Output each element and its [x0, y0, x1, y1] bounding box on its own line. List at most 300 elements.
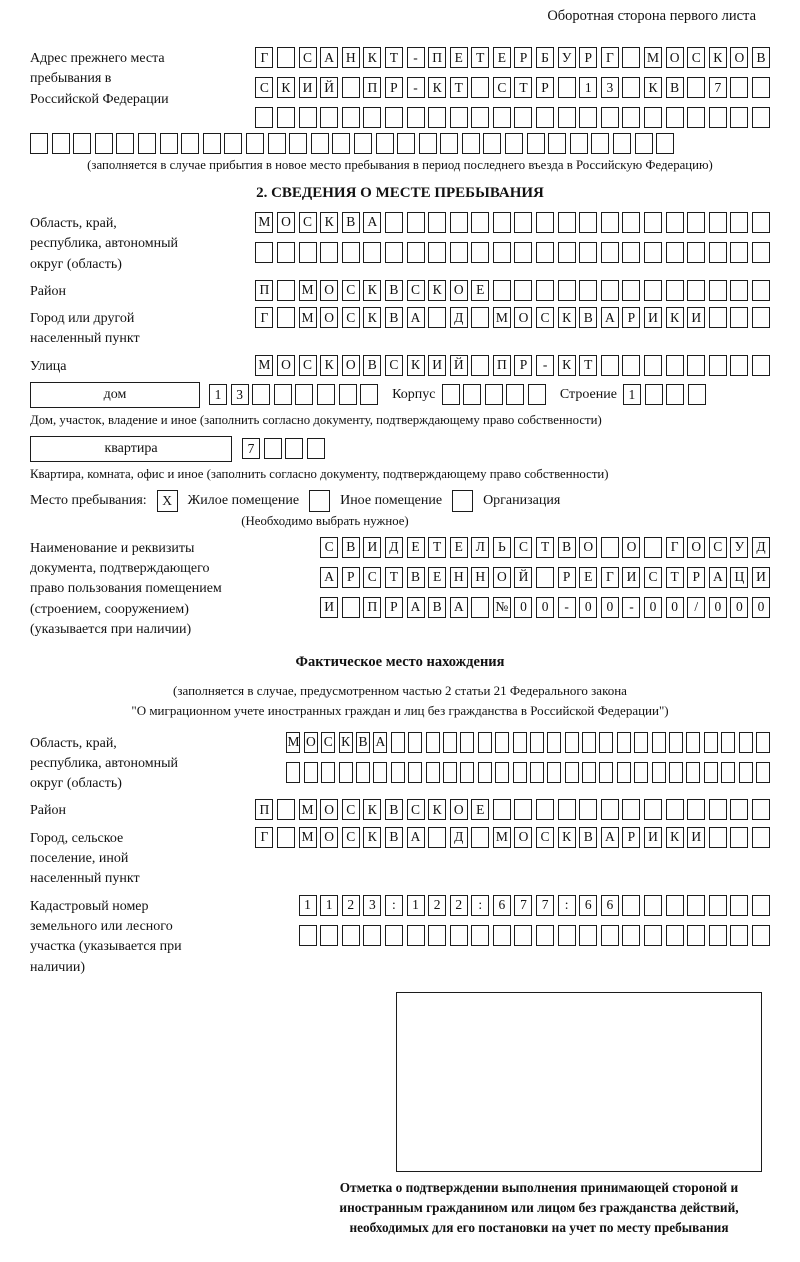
char-cell [277, 280, 295, 301]
char-cell: М [255, 212, 273, 233]
actual-region-row-2 [182, 762, 770, 783]
char-cell [274, 384, 292, 405]
char-cell: С [385, 355, 403, 376]
char-cell [320, 107, 338, 128]
char-cell: В [342, 537, 360, 558]
char-cell [160, 133, 178, 154]
stay-type-row [30, 490, 770, 512]
char-cell [709, 355, 727, 376]
char-cell: 1 [579, 77, 597, 98]
char-cell: А [407, 827, 425, 848]
char-cell [385, 107, 403, 128]
char-cell [644, 537, 662, 558]
char-cell: В [356, 732, 370, 753]
char-cell: К [363, 280, 381, 301]
char-cell [391, 732, 405, 753]
char-cell [687, 799, 705, 820]
char-cell [617, 732, 631, 753]
char-cell [687, 212, 705, 233]
char-cell [752, 355, 770, 376]
region-cell-rows [182, 212, 770, 263]
char-cell: А [407, 307, 425, 328]
char-cell: - [407, 77, 425, 98]
char-cell: М [299, 307, 317, 328]
prev-address-cell-rows [182, 47, 770, 128]
char-cell [471, 242, 489, 263]
char-cell [471, 107, 489, 128]
char-cell: А [320, 47, 338, 68]
char-cell: С [493, 77, 511, 98]
char-cell [730, 827, 748, 848]
char-cell [688, 384, 706, 405]
char-cell [363, 107, 381, 128]
char-cell: 2 [450, 895, 468, 916]
char-cell: К [558, 827, 576, 848]
char-cell [558, 280, 576, 301]
char-cell: 7 [536, 895, 554, 916]
char-cell [613, 133, 631, 154]
char-cell [730, 799, 748, 820]
char-cell [471, 597, 489, 618]
char-cell [558, 799, 576, 820]
char-cell: 3 [601, 77, 619, 98]
char-cell [493, 107, 511, 128]
char-cell [391, 762, 405, 783]
char-cell [558, 77, 576, 98]
prev-address-caption: (заполняется в случае прибытия в новое место пребывания в период последнего въезда в Российскую Федерацию) [87, 158, 713, 172]
region-row-1 [182, 212, 770, 233]
char-cell [644, 107, 662, 128]
char-cell: Д [450, 307, 468, 328]
char-cell [428, 307, 446, 328]
apartment-block [30, 436, 770, 462]
char-cell [203, 133, 221, 154]
char-cell [601, 280, 619, 301]
char-cell: К [428, 799, 446, 820]
char-cell: М [255, 355, 273, 376]
char-cell [407, 242, 425, 263]
char-cell [514, 925, 532, 946]
char-cell [599, 762, 613, 783]
char-cell [686, 732, 700, 753]
char-cell: В [363, 355, 381, 376]
char-cell [565, 732, 579, 753]
char-cell [622, 280, 640, 301]
char-cell [644, 212, 662, 233]
char-cell: 2 [342, 895, 360, 916]
actual-location-title: Фактическое место нахождения [295, 654, 505, 671]
char-cell [536, 242, 554, 263]
char-cell [442, 384, 460, 405]
char-cell: В [579, 307, 597, 328]
char-cell [644, 895, 662, 916]
char-cell: А [601, 827, 619, 848]
char-cell [579, 280, 597, 301]
char-cell [299, 107, 317, 128]
char-cell [752, 212, 770, 233]
char-cell [599, 732, 613, 753]
char-cell: А [320, 567, 338, 588]
char-cell [478, 732, 492, 753]
char-cell [332, 133, 350, 154]
char-cell [558, 212, 576, 233]
char-cell [277, 799, 295, 820]
char-cell [666, 355, 684, 376]
char-cell: 0 [579, 597, 597, 618]
char-cell: П [363, 77, 381, 98]
char-cell: Й [320, 77, 338, 98]
char-cell: 3 [231, 384, 249, 405]
char-cell [752, 242, 770, 263]
region-row-2 [182, 242, 770, 263]
char-cell: Ц [730, 567, 748, 588]
document-row-2 [230, 567, 770, 588]
char-cell: А [407, 597, 425, 618]
char-cell [513, 762, 527, 783]
char-cell: О [320, 827, 338, 848]
char-cell [363, 242, 381, 263]
char-cell [428, 242, 446, 263]
char-cell: О [304, 732, 318, 753]
char-cell: В [385, 799, 403, 820]
char-cell: С [320, 537, 338, 558]
char-cell: Б [536, 47, 554, 68]
char-cell: С [299, 355, 317, 376]
char-cell: В [407, 567, 425, 588]
char-cell [289, 133, 307, 154]
char-cell [730, 307, 748, 328]
char-cell: 0 [709, 597, 727, 618]
char-cell: М [644, 47, 662, 68]
char-cell [493, 242, 511, 263]
char-cell: П [255, 799, 273, 820]
cadastre-row-1 [182, 895, 770, 916]
char-cell [644, 925, 662, 946]
char-cell [756, 762, 770, 783]
char-cell [342, 597, 360, 618]
char-cell: К [558, 307, 576, 328]
actual-district-row [182, 799, 770, 820]
char-cell: - [558, 597, 576, 618]
char-cell: Р [687, 567, 705, 588]
char-cell: И [687, 827, 705, 848]
char-cell: Е [579, 567, 597, 588]
char-cell: Л [471, 537, 489, 558]
char-cell: С [299, 47, 317, 68]
house-box-label: дом [30, 382, 200, 408]
char-cell [666, 384, 684, 405]
char-cell [752, 895, 770, 916]
char-cell [295, 384, 313, 405]
char-cell [652, 762, 666, 783]
prev-address-row-1 [182, 47, 770, 68]
char-cell: 0 [730, 597, 748, 618]
char-cell [579, 212, 597, 233]
char-cell [268, 133, 286, 154]
apartment-cells [242, 438, 325, 459]
char-cell: О [687, 537, 705, 558]
char-cell [709, 107, 727, 128]
actual-region-cell-rows [182, 732, 770, 783]
char-cell: Т [536, 537, 554, 558]
document-row-3 [230, 597, 770, 618]
char-cell: А [373, 732, 387, 753]
char-cell: А [363, 212, 381, 233]
char-cell [558, 925, 576, 946]
char-cell: Р [385, 597, 403, 618]
char-cell [514, 799, 532, 820]
char-cell [407, 212, 425, 233]
char-cell [634, 732, 648, 753]
char-cell [255, 242, 273, 263]
char-cell [317, 384, 335, 405]
char-cell [246, 133, 264, 154]
prev-address-row-3 [182, 107, 770, 128]
char-cell [752, 107, 770, 128]
actual-region-row-1 [182, 732, 770, 753]
char-cell: 1 [407, 895, 425, 916]
char-cell: О [277, 212, 295, 233]
char-cell: С [321, 732, 335, 753]
char-cell: 1 [623, 384, 641, 405]
char-cell [709, 827, 727, 848]
char-cell [579, 107, 597, 128]
char-cell: Д [385, 537, 403, 558]
char-cell: 0 [644, 597, 662, 618]
char-cell [407, 107, 425, 128]
char-cell: С [687, 47, 705, 68]
char-cell: Н [342, 47, 360, 68]
char-cell [666, 799, 684, 820]
document-row-1 [230, 537, 770, 558]
document-block [30, 537, 770, 640]
char-cell [443, 732, 457, 753]
char-cell [709, 307, 727, 328]
char-cell: Р [622, 827, 640, 848]
char-cell: 0 [752, 597, 770, 618]
char-cell [462, 133, 480, 154]
char-cell: Ь [493, 537, 511, 558]
char-cell: В [752, 47, 770, 68]
house-caption: Дом, участок, владение и иное (заполнить согласно документу, подтверждающему право собственности) [30, 412, 602, 427]
char-cell: Д [450, 827, 468, 848]
stay-type-option-other: Иное помещение [340, 492, 443, 508]
char-cell: У [730, 537, 748, 558]
char-cell [471, 77, 489, 98]
char-cell [547, 762, 561, 783]
char-cell: И [299, 77, 317, 98]
char-cell [652, 732, 666, 753]
char-cell [450, 242, 468, 263]
char-cell [304, 762, 318, 783]
cadastre-block [30, 895, 770, 978]
char-cell [505, 133, 523, 154]
char-cell: Р [342, 567, 360, 588]
char-cell: К [558, 355, 576, 376]
char-cell: К [428, 77, 446, 98]
char-cell [264, 438, 282, 459]
char-cell: Д [752, 537, 770, 558]
char-cell [635, 133, 653, 154]
char-cell [622, 47, 640, 68]
char-cell: С [299, 212, 317, 233]
char-cell [579, 242, 597, 263]
korpus-cells [442, 384, 546, 405]
char-cell: В [385, 827, 403, 848]
char-cell [752, 925, 770, 946]
char-cell [591, 133, 609, 154]
char-cell [493, 799, 511, 820]
char-cell [558, 107, 576, 128]
prev-address-block [30, 47, 770, 128]
char-cell [299, 242, 317, 263]
actual-location-caption-line2: "О миграционном учете иностранных граждан и лиц без гражданства в Российской Федерации") [131, 703, 669, 719]
char-cell: О [320, 280, 338, 301]
street-label: Улица [30, 358, 67, 374]
char-cell [277, 47, 295, 68]
char-cell [514, 242, 532, 263]
char-cell: Р [514, 355, 532, 376]
char-cell: В [579, 827, 597, 848]
char-cell [506, 384, 524, 405]
char-cell: И [644, 827, 662, 848]
char-cell [622, 895, 640, 916]
char-cell [527, 133, 545, 154]
city-row [182, 307, 770, 328]
district-label: Район [30, 283, 66, 299]
char-cell: 1 [209, 384, 227, 405]
char-cell: М [286, 732, 300, 753]
char-cell [752, 280, 770, 301]
char-cell [709, 895, 727, 916]
char-cell [644, 280, 662, 301]
char-cell: 0 [666, 597, 684, 618]
char-cell: М [299, 827, 317, 848]
char-cell [686, 762, 700, 783]
char-cell: А [709, 567, 727, 588]
char-cell: Е [471, 280, 489, 301]
char-cell [752, 799, 770, 820]
char-cell [471, 925, 489, 946]
char-cell [536, 799, 554, 820]
city-label: Город или другой населенный пункт [30, 311, 140, 347]
char-cell [277, 107, 295, 128]
char-cell [709, 280, 727, 301]
char-cell [460, 732, 474, 753]
char-cell [730, 212, 748, 233]
char-cell: - [407, 47, 425, 68]
char-cell: Т [428, 537, 446, 558]
char-cell [360, 384, 378, 405]
char-cell: И [644, 307, 662, 328]
char-cell: О [277, 355, 295, 376]
char-cell [450, 107, 468, 128]
char-cell [721, 762, 735, 783]
actual-region-block [30, 732, 770, 795]
char-cell: - [622, 597, 640, 618]
actual-city-label: Город, сельское поселение, иной населенный пункт [30, 830, 140, 887]
char-cell [739, 732, 753, 753]
char-cell: Р [579, 47, 597, 68]
char-cell: П [255, 280, 273, 301]
char-cell [687, 925, 705, 946]
house-number-cells [209, 384, 378, 405]
char-cell: К [363, 47, 381, 68]
char-cell: Й [450, 355, 468, 376]
char-cell [622, 355, 640, 376]
char-cell [428, 827, 446, 848]
char-cell [471, 355, 489, 376]
char-cell: К [709, 47, 727, 68]
char-cell: И [428, 355, 446, 376]
char-cell: Р [514, 47, 532, 68]
char-cell: Р [622, 307, 640, 328]
char-cell [252, 384, 270, 405]
char-cell: 7 [709, 77, 727, 98]
char-cell [565, 762, 579, 783]
street-row [182, 355, 770, 376]
char-cell [277, 307, 295, 328]
char-cell: 3 [363, 895, 381, 916]
char-cell [656, 133, 674, 154]
char-cell: А [601, 307, 619, 328]
char-cell [666, 242, 684, 263]
char-cell [376, 133, 394, 154]
char-cell: : [558, 895, 576, 916]
char-cell [730, 280, 748, 301]
char-cell [687, 77, 705, 98]
char-cell [687, 355, 705, 376]
char-cell: П [363, 597, 381, 618]
char-cell: К [407, 355, 425, 376]
char-cell [601, 799, 619, 820]
char-cell: С [363, 567, 381, 588]
char-cell [138, 133, 156, 154]
char-cell: В [385, 307, 403, 328]
stay-type-checkbox-organization [452, 490, 473, 512]
char-cell [687, 895, 705, 916]
char-cell [730, 355, 748, 376]
char-cell [354, 133, 372, 154]
char-cell [95, 133, 113, 154]
actual-district-label: Район [30, 803, 66, 819]
char-cell: В [666, 77, 684, 98]
char-cell [443, 762, 457, 783]
char-cell [644, 355, 662, 376]
char-cell: Е [407, 537, 425, 558]
char-cell: С [342, 827, 360, 848]
char-cell: А [450, 597, 468, 618]
char-cell: Е [428, 567, 446, 588]
char-cell: Г [255, 47, 273, 68]
char-cell [752, 307, 770, 328]
char-cell: Е [471, 799, 489, 820]
char-cell [730, 242, 748, 263]
char-cell: С [255, 77, 273, 98]
char-cell [709, 242, 727, 263]
char-cell: К [363, 307, 381, 328]
cadastre-label: Кадастровый номер земельного или лесного участка (указывается при наличии) [30, 898, 182, 975]
char-cell: В [558, 537, 576, 558]
char-cell [342, 77, 360, 98]
char-cell: И [320, 597, 338, 618]
char-cell [730, 107, 748, 128]
district-block [30, 280, 770, 302]
char-cell [756, 732, 770, 753]
char-cell [634, 762, 648, 783]
char-cell: О [666, 47, 684, 68]
char-cell [419, 133, 437, 154]
